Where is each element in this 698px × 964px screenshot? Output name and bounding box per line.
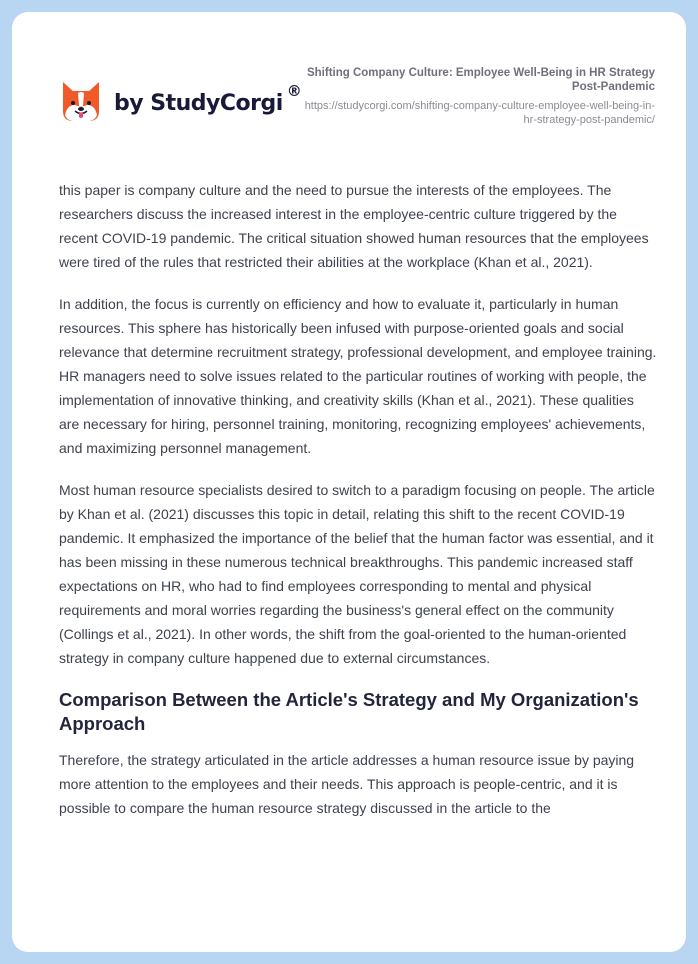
section-heading: Comparison Between the Article's Strategy and My Organization's Approach (59, 689, 639, 734)
article-body (59, 178, 657, 838)
brand-name: by StudyCorgi (114, 90, 283, 116)
corgi-head-icon (61, 79, 101, 123)
paragraph: this paper is company culture and the need to pursue the interests of the employees. The researchers discuss the increased interest in the employee-centric culture triggered by the recent COVID-19 pandemic. The critical situation showed human resources that the employees were tired of the rules that restricted their abilities at the workplace (Khan et al., 2021). (59, 182, 649, 270)
studycorgi-logo[interactable] (61, 76, 302, 126)
paragraph: Most human resource specialists desired to switch to a paradigm focusing on people. The article by Khan et al. (2021) discusses this topic in detail, relating this shift to the recent COVID-19 pandemic. It emphasized the importance of the belief that the human factor was essential, and it has been missing in these numerous technical breakthroughs. This pandemic increased staff expectations on HR, who had to find employees corresponding to mental and physical requirements and moral worries regarding the business's general effect on the community (Collings et al., 2021). In other words, the shift from the goal-oriented to the human-oriented strategy in company culture happened due to external circumstances. (59, 482, 655, 666)
document-title: Shifting Company Culture: Employee Well-Being in HR Strategy Post-Pandemic (306, 67, 655, 93)
document-url[interactable]: https://studycorgi.com/shifting-company-culture-employee-well-being-in-hr-strategy-post-pandemic/ (304, 100, 655, 126)
page-header (12, 12, 686, 162)
document-page (12, 12, 686, 952)
registered-mark: ® (286, 82, 302, 100)
document-meta (295, 66, 655, 127)
paragraph: In addition, the focus is currently on efficiency and how to evaluate it, particularly in human resources. This sphere has historically been infused with purpose-oriented goals and social relevance that determine recruitment strategy, professional development, and employee training. HR managers need to solve issues related to the particular routines of working with people, the implementation of innovative thinking, and creativity skills (Khan et al., 2021). These qualities are necessary for hiring, personnel training, monitoring, recognizing employees' achievements, and maximizing personnel management. (59, 296, 657, 456)
paragraph: Therefore, the strategy articulated in the article addresses a human resource issue by paying more attention to the employees and their needs. This approach is people-centric, and it is possible to compare the human resource strategy discussed in the article to the (59, 752, 635, 816)
